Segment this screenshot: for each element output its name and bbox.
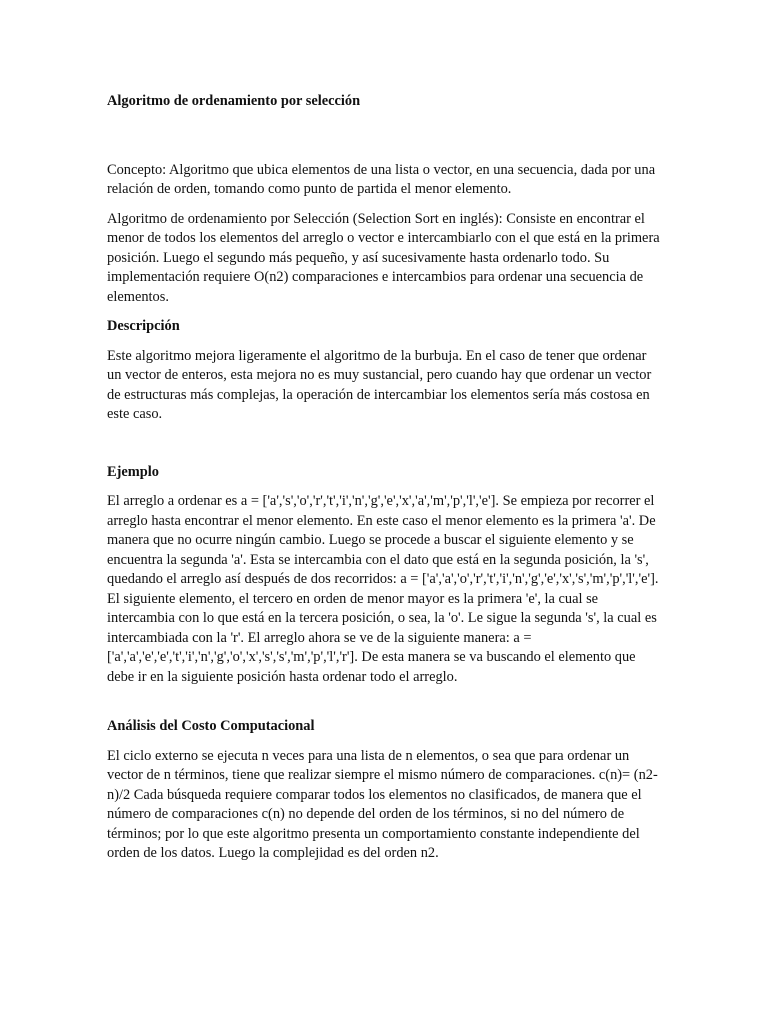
document-title: Algoritmo de ordenamiento por selección <box>107 93 361 109</box>
document-body <box>107 92 662 864</box>
concepto-paragraph: Concepto: Algoritmo que ubica elementos de una lista o vector, en una secuencia, dada por una relación de orden, tomando como punto de partida el menor elemento. <box>107 161 656 197</box>
ejemplo-heading: Ejemplo <box>107 463 159 480</box>
ejemplo-paragraph: El arreglo a ordenar es a = ['a','s','o','r','t','i','n','g','e','x','a','m','p','l','e']. Se empieza por recorrer el arreglo hasta encontrar el menor elemento. En este caso el menor elemento es la primera 'a'. De manera que no ocurre ningún cambio. Luego se procede a buscar el siguiente elemento y se encuentra la segunda 'a'. Esta se intercambia con el dato que está en la segunda posición, la 's', quedando el arreglo así después de dos recorridos: a = ['a','a','o','r','t','i','n','g','e','x','s','m','p','l','e']. El siguiente elemento, el tercero en orden de menor mayor es la primera 'e', la cual se intercambia con lo que está en la tercera posición, o sea, la 'o'. Le sigue la segunda 's', la cual es intercambiada con la 'r'. El arreglo ahora se ve de la siguiente manera: a = ['a','a','e','e','t','i','n','g','o','x','s','s','m','p','l','r']. De esta manera se va buscando el elemento que debe ir en la siguiente posición hasta ordenar todo el arreglo. <box>107 493 659 685</box>
descripcion-heading: Descripción <box>107 318 180 334</box>
analisis-heading: Análisis del Costo Computacional <box>107 718 315 734</box>
seleccion-paragraph: Algoritmo de ordenamiento por Selección (Selection Sort en inglés): Consiste en encontrar el menor de todos los elementos del arreglo o vector e intercambiarlo con el que está en la primera posición. Luego el segundo más pequeño, y así sucesivamente hasta ordenarlo todo. Su implementación requiere O(n2) comparaciones e intercambios para ordenar una secuencia de elementos. <box>107 210 660 305</box>
analisis-paragraph: El ciclo externo se ejecuta n veces para una lista de n elementos, o sea que para ordenar un vector de n términos, tiene que realizar siempre el mismo número de comparaciones. c(n)= (n2-n)/2 Cada búsqueda requiere comparar todos los elementos no clasificados, de manera que el número de comparaciones c(n) no depende del orden de los términos, si no del número de términos; por lo que este algoritmo presenta un comportamiento constante independiente del orden de los datos. Luego la complejidad es del orden n2. <box>107 747 658 861</box>
descripcion-paragraph: Este algoritmo mejora ligeramente el algoritmo de la burbuja. En el caso de tener que ordenar un vector de enteros, esta mejora no es muy sustancial, pero cuando hay que ordenar un vector de estructuras más complejas, la operación de intercambiar los elementos sería más costosa en este caso. <box>107 347 652 422</box>
